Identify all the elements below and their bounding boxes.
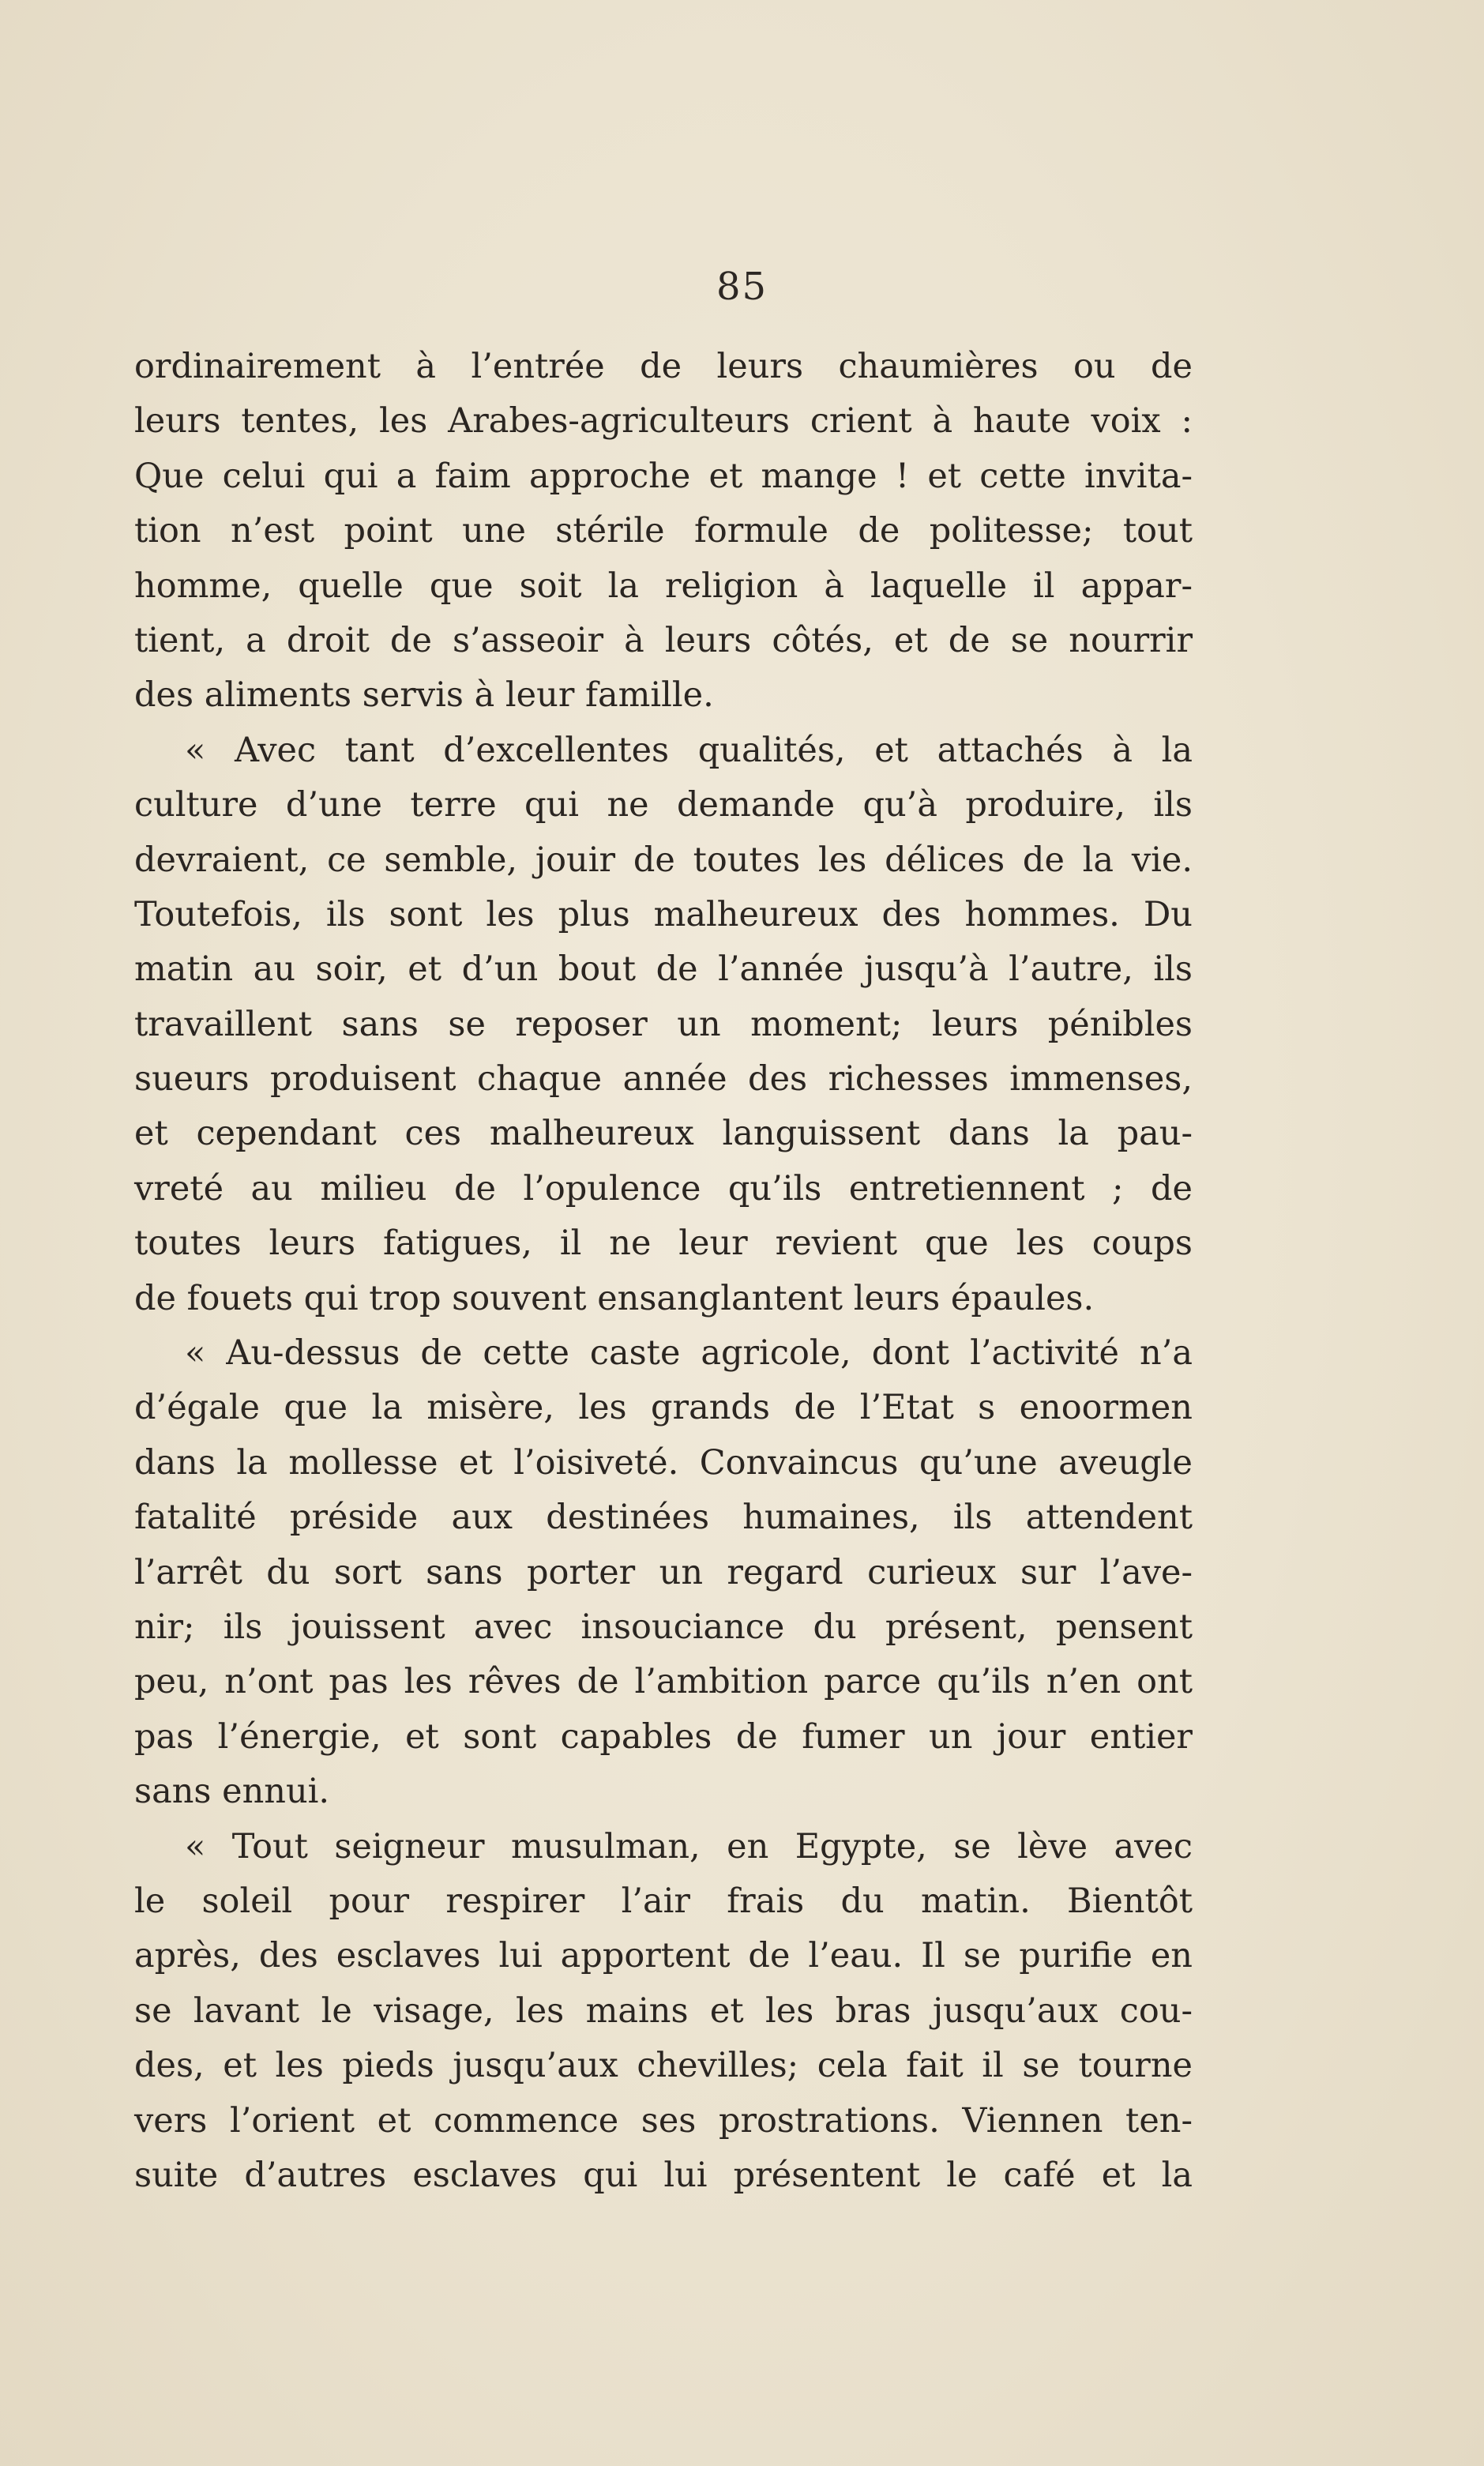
text-line: après, des esclaves lui apportent de l’eau. Il se purifie en <box>134 1936 1193 1976</box>
text-line: l’arrêt du sort sans porter un regard curieux sur l’ave- <box>134 1552 1193 1592</box>
text-line: matin au soir, et d’un bout de l’année jusqu’à l’autre, ils <box>134 949 1193 990</box>
text-line: sueurs produisent chaque année des richesses immenses, <box>134 1059 1193 1100</box>
text-line: nir; ils jouissent avec insouciance du présent, pensent <box>134 1607 1193 1647</box>
text-line: leurs tentes, les Arabes-agriculteurs crient à haute voix : <box>134 401 1193 442</box>
text-line: des, et les pieds jusqu’aux chevilles; cela fait il se tourne <box>134 2046 1193 2086</box>
text-line: et cependant ces malheureux languissent dans la pau- <box>134 1114 1193 1154</box>
text-line: ordinairement à l’entrée de leurs chaumières ou de <box>134 347 1193 386</box>
text-line: Toutefois, ils sont les plus malheureux des hommes. Du <box>134 894 1193 934</box>
text-line: Que celui qui a faim approche et mange ! et cette invita- <box>134 456 1193 496</box>
text-line: toutes leurs fatigues, il ne leur revient que les coups <box>134 1224 1193 1264</box>
text-line: d’égale que la misère, les grands de l’Etat s enoormen <box>134 1388 1193 1428</box>
text-line: suite d’autres esclaves qui lui présentent le café et la <box>134 2155 1193 2195</box>
text-line: « Au-dessus de cette caste agricole, dont l’activité n’a <box>185 1333 1193 1374</box>
text-line: « Tout seigneur musulman, en Egypte, se lève avec <box>185 1826 1193 1866</box>
page-number: 85 <box>716 265 768 309</box>
text-line: de fouets qui trop souvent ensanglantent leurs épaules. <box>134 1278 1095 1318</box>
text-line: « Avec tant d’excellentes qualités, et attachés à la <box>185 730 1193 770</box>
text-line: des aliments servis à leur famille. <box>134 675 714 716</box>
text-line: le soleil pour respirer l’air frais du matin. Bientôt <box>134 1881 1193 1921</box>
text-line: tion n’est point une stérile formule de politesse; tout <box>134 511 1193 551</box>
text-line: pas l’énergie, et sont capables de fumer un jour entier <box>134 1716 1193 1757</box>
text-line: peu, n’ont pas les rêves de l’ambition parce qu’ils n’en ont <box>134 1662 1193 1702</box>
body-text <box>134 340 1193 2203</box>
text-line: sans ennui. <box>134 1772 330 1812</box>
text-line: tient, a droit de s’asseoir à leurs côtés, et de se nourrir <box>134 620 1193 660</box>
text-line: culture d’une terre qui ne demande qu’à produire, ils <box>134 785 1193 825</box>
text-line: vers l’orient et commence ses prostrations. Viennen ten- <box>134 2100 1193 2141</box>
text-line: homme, quelle que soit la religion à laquelle il appar- <box>134 566 1193 606</box>
text-line: travaillent sans se reposer un moment; leurs pénibles <box>134 1004 1193 1044</box>
text-line: dans la mollesse et l’oisiveté. Convaincus qu’une aveugle <box>134 1442 1193 1483</box>
text-line: fatalité préside aux destinées humaines, ils attendent <box>134 1498 1193 1538</box>
text-line: se lavant le visage, les mains et les bras jusqu’aux cou- <box>134 1990 1193 2031</box>
text-line: devraient, ce semble, jouir de toutes les délices de la vie. <box>134 840 1193 880</box>
text-line: vreté au milieu de l’opulence qu’ils entretiennent ; de <box>134 1168 1193 1209</box>
